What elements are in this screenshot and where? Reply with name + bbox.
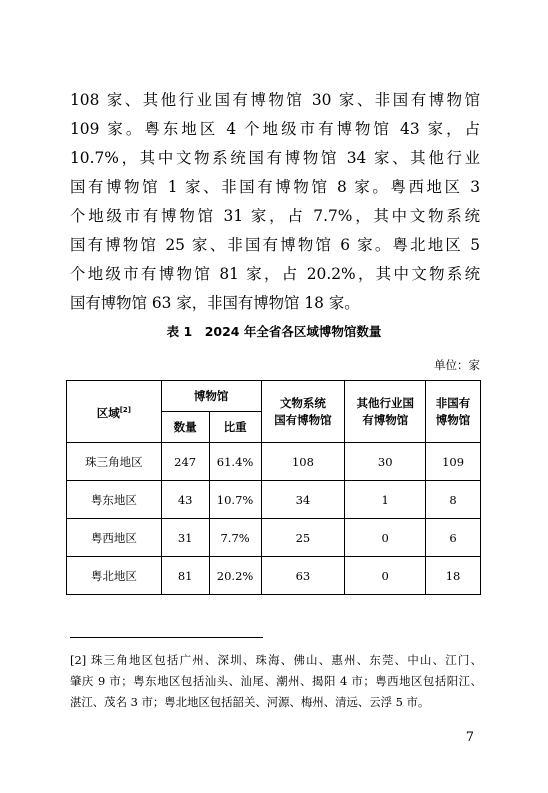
cell-region: 粤东地区	[67, 481, 162, 519]
cell-region: 粤西地区	[67, 519, 162, 557]
header-museum: 博物馆	[161, 381, 261, 412]
cell-region: 珠三角地区	[67, 443, 162, 481]
paragraph-line: 个地级市有博物馆 81 家，占 20.2%，其中文物系统	[70, 265, 480, 283]
cell-cultural: 63	[261, 557, 345, 595]
cell-share: 20.2%	[209, 557, 261, 595]
paragraph-line: 国有博物馆 1 家、非国有博物馆 8 家。粤西地区 3	[70, 178, 480, 196]
cell-other: 1	[345, 481, 426, 519]
body-paragraph	[70, 86, 480, 318]
cell-other: 0	[345, 557, 426, 595]
paragraph-line: 国有博物馆 63 家，非国有博物馆 18 家。	[70, 294, 360, 312]
footnote-line: 肇庆 9 市；粤东地区包括汕头、汕尾、潮州、揭阳 4 市；粤西地区包括阳江、	[70, 674, 482, 688]
cell-cultural: 108	[261, 443, 345, 481]
cell-private: 18	[426, 557, 481, 595]
footnote	[70, 650, 482, 713]
cell-count: 43	[161, 481, 209, 519]
paragraph-line: 国有博物馆 25 家、非国有博物馆 6 家。粤北地区 5	[70, 236, 480, 254]
table-row	[67, 481, 481, 519]
cell-share: 7.7%	[209, 519, 261, 557]
cell-share: 61.4%	[209, 443, 261, 481]
header-cultural: 文物系统 国有博物馆	[261, 381, 345, 443]
header-share: 比重	[209, 412, 261, 443]
header-private: 非国有 博物馆	[426, 381, 481, 443]
table-row	[67, 557, 481, 595]
table-unit: 单位：家	[434, 358, 480, 372]
table-row	[67, 443, 481, 481]
paragraph-line: 个地级市有博物馆 31 家，占 7.7%，其中文物系统	[70, 207, 480, 225]
cell-share: 10.7%	[209, 481, 261, 519]
cell-count: 81	[161, 557, 209, 595]
header-count: 数量	[161, 412, 209, 443]
footnote-ref[interactable]: [2]	[119, 405, 131, 414]
footnote-line: 湛江、茂名 3 市；粤北地区包括韶关、河源、梅州、清远、云浮 5 市。	[70, 695, 430, 709]
table-title: 表 1 2024 年全省各区域博物馆数量	[166, 324, 382, 339]
cell-cultural: 34	[261, 481, 345, 519]
cell-count: 31	[161, 519, 209, 557]
cell-cultural: 25	[261, 519, 345, 557]
cell-count: 247	[161, 443, 209, 481]
footnote-divider	[70, 637, 263, 638]
page-number: 7	[465, 730, 474, 745]
paragraph-line: 108 家、其他行业国有博物馆 30 家、非国有博物馆	[70, 91, 480, 109]
cell-private: 6	[426, 519, 481, 557]
cell-other: 30	[345, 443, 426, 481]
footnote-line: [2] 珠三角地区包括广州、深圳、珠海、佛山、惠州、东莞、中山、江门、	[70, 653, 482, 667]
cell-private: 109	[426, 443, 481, 481]
cell-region: 粤北地区	[67, 557, 162, 595]
cell-private: 8	[426, 481, 481, 519]
header-region: 区域[2]	[67, 381, 162, 443]
paragraph-line: 10.7%，其中文物系统国有博物馆 34 家、其他行业	[70, 149, 480, 167]
museum-region-table	[66, 380, 481, 595]
header-other-industry: 其他行业国 有博物馆	[345, 381, 426, 443]
paragraph-line: 109 家。粤东地区 4 个地级市有博物馆 43 家，占	[70, 120, 480, 138]
cell-other: 0	[345, 519, 426, 557]
table-row	[67, 519, 481, 557]
